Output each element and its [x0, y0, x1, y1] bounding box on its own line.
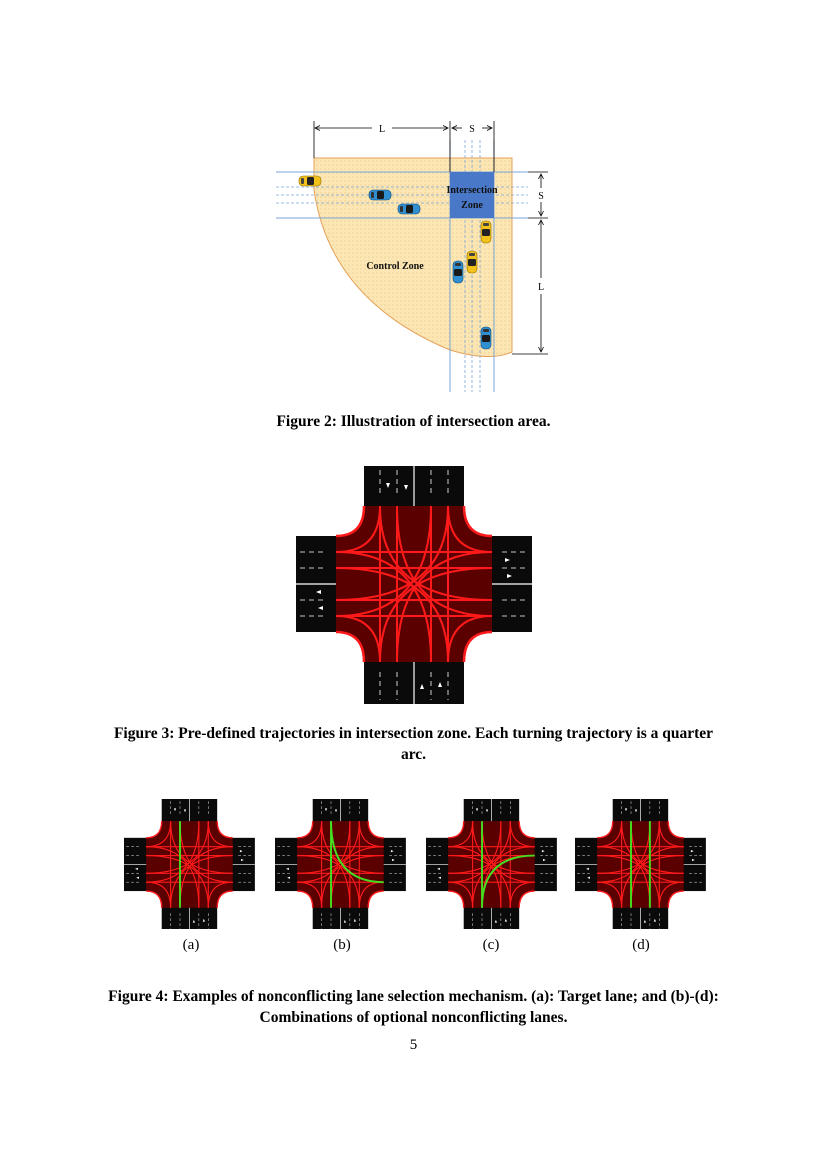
figure-3-trajectories — [296, 466, 532, 704]
right-dim-L: L — [537, 282, 545, 293]
panel-c-junction — [426, 799, 557, 929]
car-blue-3 — [453, 261, 463, 283]
figure-2-caption: Figure 2: Illustration of intersection area. — [276, 413, 551, 430]
figure-3-caption: Figure 3: Pre-defined trajectories in intersection zone. Each turning trajectory is a quarter arc. — [113, 725, 714, 763]
panel-a-label: (a) — [182, 937, 200, 953]
junction-full — [296, 466, 532, 704]
page-number: 5 — [409, 1037, 418, 1053]
intersection-zone-label-2: Zone — [461, 200, 483, 211]
panel-d-junction — [575, 799, 706, 929]
car-yellow-3 — [467, 251, 477, 273]
right-dim-S: S — [538, 191, 544, 202]
panel-d-label: (d) — [632, 937, 650, 953]
top-dim-S: S — [469, 124, 475, 135]
panel-b-junction — [275, 799, 406, 929]
figure-4-panels — [124, 799, 708, 929]
car-yellow-2 — [481, 221, 491, 243]
intersection-zone-label-1: Intersection — [446, 185, 498, 196]
figure-2-intersection-area — [270, 118, 560, 396]
figure-4-caption: Figure 4: Examples of nonconflicting lane selection mechanism. (a): Target lane; and (b)-(d): Combinations of optional nonconflicting lanes. — [108, 988, 719, 1026]
panel-a-junction — [124, 799, 255, 929]
car-blue-2 — [398, 204, 420, 214]
control-zone-label: Control Zone — [366, 261, 424, 272]
car-blue-4 — [481, 327, 491, 349]
top-dim-L: L — [378, 124, 386, 135]
car-blue-1 — [369, 190, 391, 200]
car-yellow-1 — [299, 176, 321, 186]
panel-b-label: (b) — [333, 937, 351, 953]
panel-c-label: (c) — [482, 937, 500, 953]
